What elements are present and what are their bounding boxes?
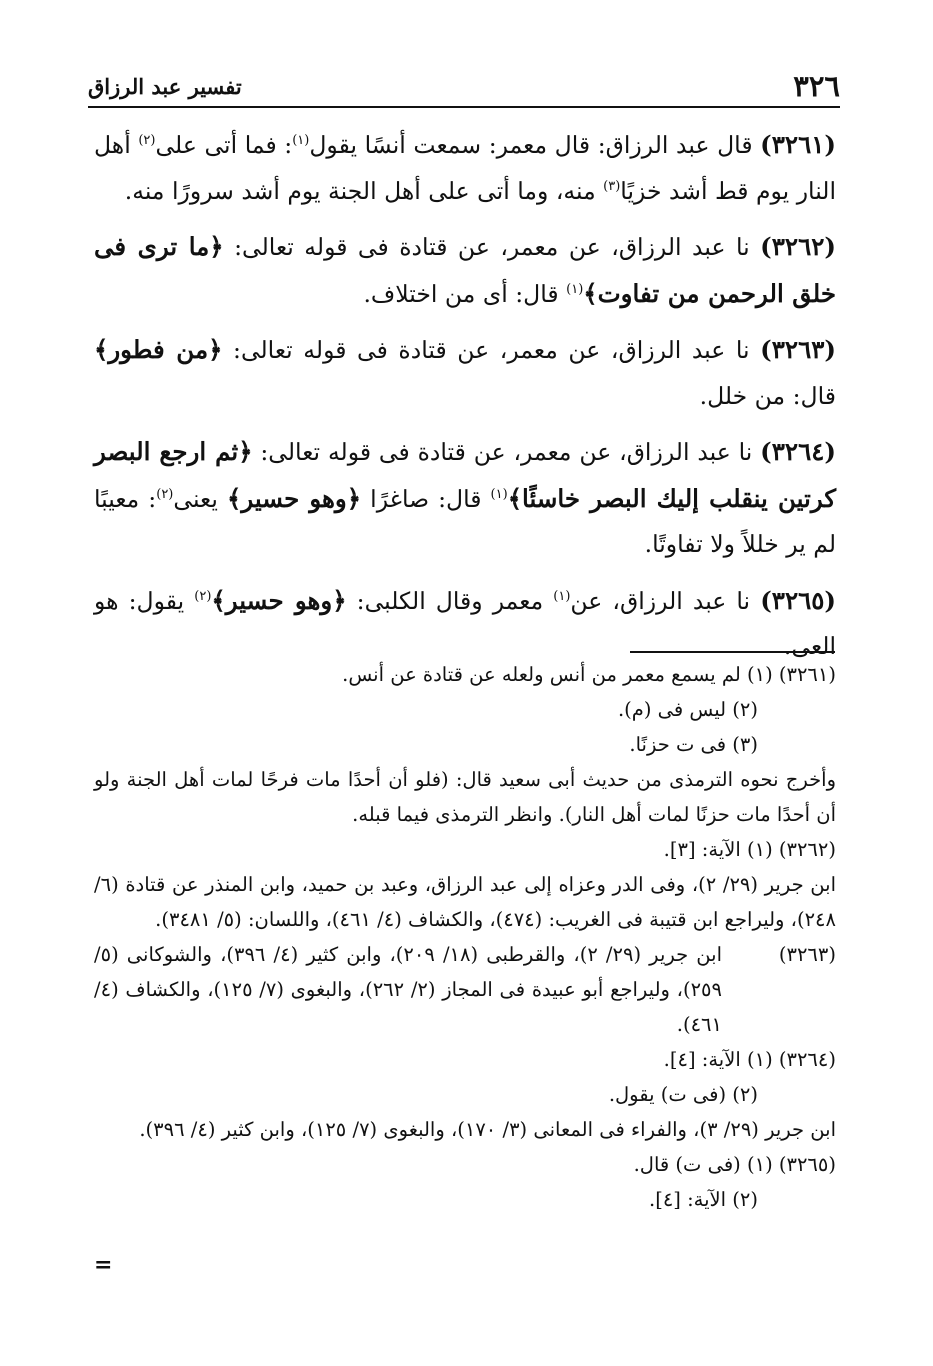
footnote: (٣٢٦٢) (١) الآية: [٣]. (663, 838, 836, 861)
entry-text: معمر وقال الكلبى: (346, 586, 554, 615)
entry-text: يعنى (173, 484, 227, 513)
entry-text: منه، وما أتى على أهل الجنة يوم أشد سرورًا منه. (124, 176, 604, 205)
footnote-ref: (١) (490, 486, 508, 502)
entry-text: قال: من خلل. (699, 381, 836, 410)
quran-quote: ﴿وهو حسير﴾ (211, 585, 347, 615)
footnote-ref: (١) (292, 133, 310, 149)
entry-text: نا عبد الرزاق، عن معمر، عن قتادة فى قوله تعالى: (223, 233, 761, 261)
entry-3264 (94, 429, 836, 568)
main-text (94, 122, 836, 680)
entry-text: قال: أى من اختلاف. (363, 279, 567, 308)
footnote-reference: وأخرج نحوه الترمذى من حديث أبى سعيد قال: (فلو أن أحدًا مات فرحًا لمات أهل الجنة ولو أن أحدًا مات حزنًا لمات أهل النار). وانظر الترمذى فيما قبله. (94, 768, 836, 826)
footnote-ref: (٢) (138, 133, 156, 149)
entry-text: نا عبد الرزاق، عن معمر، عن قتادة فى قوله تعالى: (252, 438, 761, 466)
entry-3265 (94, 578, 836, 670)
entry-text: يقول: هو العى. (94, 586, 836, 660)
footnote-ref: (٢) (156, 486, 174, 502)
footnote: (٢) (فى ت) يقول. (608, 1083, 758, 1106)
footnote: (٣) فى ت حزنًا. (629, 733, 758, 756)
footnote: (٣٢٦٤) (١) الآية: [٤]. (663, 1048, 836, 1071)
footnote-ref: (٣) (603, 178, 621, 194)
footnote: (٣٢٦٥) (١) (فى ت) قال. (633, 1153, 836, 1176)
page-number: ٣٢٦ (793, 69, 840, 103)
entry-number: (٣٢٦٣) (760, 335, 836, 364)
entry-number: (٣٢٦٢) (760, 232, 836, 261)
entry-number: (٣٢٦٤) (760, 437, 836, 466)
footnote: (٢) الآية: [٤]. (649, 1188, 758, 1211)
entry-text: أهل النار يوم قط أشد خزيًا (94, 131, 836, 205)
quran-quote: ﴿ثم ارجع البصر كرتين ينقلب إليك البصر خاسئًا﴾ (94, 437, 837, 513)
entry-text: قال: صاغرًا (361, 484, 491, 513)
footnote-reference: ابن جرير (٢٩/ ٢)، والقرطبى (١٨/ ٢٠٩)، وابن كثير (٤/ ٣٩٦)، والشوكانى (٥/ ٢٥٩)، وليراجع أبو عبيدة فى المجاز (٢/ ٢٦٢)، والبغوى (٧/ ١٢٥)، والكشاف (٤/ ٤٦١). (94, 943, 722, 1036)
running-title: تفسير عبد الرزاق (88, 73, 242, 99)
footnote-row (94, 937, 836, 1042)
footnote: (٣٢٦١) (١) لم يسمع معمر من أنس ولعله عن قتادة عن أنس. (342, 663, 836, 686)
entry-number: (٣٢٦٥) (760, 585, 837, 615)
footnote-ref: (٢) (194, 588, 212, 604)
footnote-ref: (١) (553, 588, 571, 604)
footnotes (94, 657, 836, 1217)
footnote-divider (630, 651, 835, 653)
entry-text: : فما أتى على (155, 131, 293, 159)
entry-text: نا عبد الرزاق، عن معمر، عن قتادة فى قوله تعالى: (222, 336, 761, 364)
page-header (88, 66, 840, 108)
footnote-ref: (١) (566, 281, 584, 297)
quran-quote: ﴿من فطور﴾ (94, 335, 223, 364)
entry-number: (٣٢٦١) (760, 130, 836, 159)
quran-quote: ﴿وهو حسير﴾ (226, 483, 362, 513)
entry-3261 (94, 122, 836, 214)
entry-text: : معيبًا لم ير خللاً ولا تفاوتًا. (94, 484, 836, 558)
entry-3263 (94, 327, 836, 419)
entry-text: نا عبد الرزاق، عن (570, 586, 761, 615)
entry-text: قال عبد الرزاق: قال معمر: سمعت أنسًا يقول (309, 131, 761, 159)
entry-3262 (94, 224, 836, 317)
footnote-label: (٣٢٦٣) (778, 943, 836, 966)
continuation-mark: = (94, 1252, 113, 1278)
footnote-reference: ابن جرير (٢٩/ ٢)، وفى الدر وعزاه إلى عبد الرزاق، وعبد بن حميد، وابن المنذر عن قتادة (٦/ ٢٤٨)، وليراجع ابن قتيبة فى الغريب: (٤٧٤)، والكشاف (٤/ ٤٦١)، واللسان: (٥/ ٣٤٨١). (94, 873, 836, 931)
footnote-reference: ابن جرير (٢٩/ ٣)، والفراء فى المعانى (٣/ ١٧٠)، والبغوى (٧/ ١٢٥)، وابن كثير (٤/ ٣٩٦). (139, 1118, 836, 1141)
footnote: (٢) ليس فى (م). (617, 698, 758, 721)
quran-quote: ﴿ما ترى فى خلق الرحمن من تفاوت﴾ (94, 232, 836, 308)
